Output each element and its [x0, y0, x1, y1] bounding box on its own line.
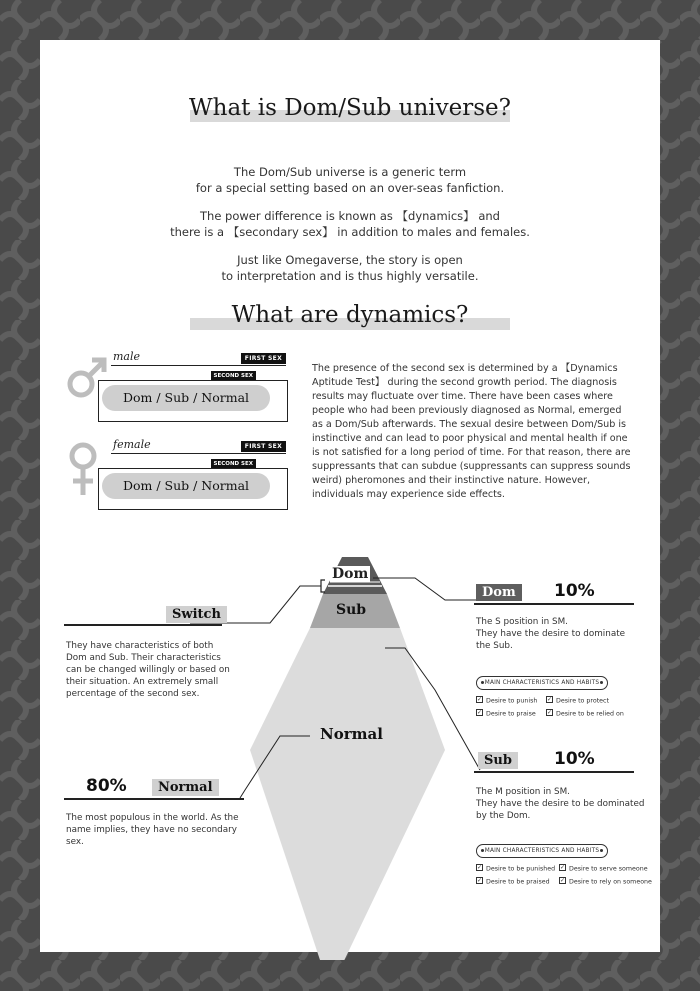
sub-desc-line: They have the desire to be dominated by the Dom. — [476, 799, 645, 821]
main-title: What is Dom/Sub universe? — [189, 95, 511, 121]
second-sex-tag: SECOND SEX — [211, 371, 256, 381]
diagram-normal-label: Normal — [320, 725, 383, 743]
male-underline — [111, 365, 286, 366]
dom-trait-text: Desire to punish — [486, 697, 538, 705]
dom-traits-title: MAIN CHARACTERISTICS AND HABITS — [476, 676, 608, 690]
normal-percent: 80% — [86, 776, 127, 796]
dom-trait-text: Desire to protect — [556, 697, 609, 705]
sub-trait — [476, 878, 550, 886]
dom-desc-line: The S position in SM. — [476, 617, 568, 627]
sub-trait-text: Desire to be praised — [486, 878, 550, 886]
normal-level-label: Normal — [152, 779, 219, 796]
sub-trait-text: Desire to serve someone — [569, 865, 648, 873]
normal-tier — [250, 628, 445, 960]
intro-paragraph-3 — [40, 252, 660, 284]
dom-level-label: Dom — [476, 584, 522, 601]
female-card — [73, 438, 286, 510]
intro-line: for a special setting based on an over-seas fanfiction. — [195, 181, 505, 195]
female-underline — [111, 453, 286, 454]
dom-description — [476, 616, 636, 652]
intro-line: to interpretation and is thus highly versatile. — [221, 269, 479, 283]
female-label: female — [113, 438, 151, 451]
male-card — [73, 350, 286, 422]
checkbox-icon: ✓ — [477, 877, 483, 884]
normal-underline — [64, 798, 244, 800]
sub-traits-title: MAIN CHARACTERISTICS AND HABITS — [476, 844, 608, 858]
dom-trait — [546, 710, 624, 718]
sub-trait-text: Desire to be punished — [486, 865, 556, 873]
dom-trait — [476, 697, 537, 705]
dom-trait-text: Desire to be relied on — [556, 710, 624, 718]
sub-trait — [559, 865, 648, 873]
switch-underline — [64, 624, 222, 626]
sub-level-label: Sub — [478, 752, 518, 769]
dom-trait-text: Desire to praise — [486, 710, 536, 718]
intro-line: Just like Omegaverse, the story is open — [237, 253, 463, 267]
dynamics-title: What are dynamics? — [231, 302, 469, 328]
checkbox-icon: ✓ — [477, 709, 483, 716]
sub-description — [476, 786, 652, 822]
second-sex-tag: SECOND SEX — [211, 459, 256, 469]
dom-percent: 10% — [554, 581, 595, 601]
checkbox-icon: ✓ — [560, 877, 566, 884]
dom-trait — [546, 697, 609, 705]
intro-line: The power difference is known as 【dynamics】 and — [200, 209, 500, 223]
diagram-dom-label: Dom — [332, 566, 369, 582]
intro-paragraph-1 — [40, 164, 660, 196]
dom-desc-line: They have the desire to dominate the Sub. — [476, 629, 626, 651]
second-sex-options: Dom / Sub / Normal — [102, 473, 270, 499]
second-sex-box — [98, 380, 288, 422]
sub-percent: 10% — [554, 749, 595, 769]
sub-trait — [559, 878, 652, 886]
dom-underline — [474, 603, 634, 605]
second-sex-box — [98, 468, 288, 510]
normal-description: The most populous in the world. As the name implies, they have no secondary sex. — [66, 813, 239, 847]
intro-paragraph-2 — [40, 208, 660, 240]
checkbox-icon: ✓ — [547, 709, 553, 716]
second-sex-options: Dom / Sub / Normal — [102, 385, 270, 411]
first-sex-tag: FIRST SEX — [241, 441, 286, 452]
dom-trait — [476, 710, 536, 718]
switch-description: They have characteristics of both Dom and Sub. Their characteristics can be changed willingly or based on their situation. An extremely small percentage of the second sex. — [66, 641, 230, 699]
checkbox-icon: ✓ — [477, 864, 483, 871]
switch-label: Switch — [166, 606, 227, 623]
dynamics-paragraph: The presence of the second sex is determined by a 【Dynamics Aptitude Test】 during the second growth period. The diagnosis results may fluctuate over time. There have been cases where people who had been previously diagnosed as Normal, emerged as a Dom/Sub afterwards. The sexual desire between Dom/Sub is instinctive and can lead to poor physical and mental health if one is not satisfied for a long period of time. For that reason, there are suppressants that can subdue (suppressants can suppress sounds weird) pheromones and their instinctive nature. However, individuals may experience side effects. — [312, 363, 631, 500]
intro-line: there is a 【secondary sex】 in addition to males and females. — [170, 225, 530, 239]
page-sheet — [40, 40, 660, 952]
sub-desc-line: The M position in SM. — [476, 787, 570, 797]
sub-trait-text: Desire to rely on someone — [569, 878, 652, 886]
sub-underline — [474, 771, 634, 773]
intro-line: The Dom/Sub universe is a generic term — [233, 165, 467, 179]
first-sex-tag: FIRST SEX — [241, 353, 286, 364]
checkbox-icon: ✓ — [547, 696, 553, 703]
checkbox-icon: ✓ — [477, 696, 483, 703]
sub-trait — [476, 865, 555, 873]
checkbox-icon: ✓ — [560, 864, 566, 871]
male-label: male — [113, 350, 141, 363]
diagram-sub-label: Sub — [336, 602, 367, 618]
